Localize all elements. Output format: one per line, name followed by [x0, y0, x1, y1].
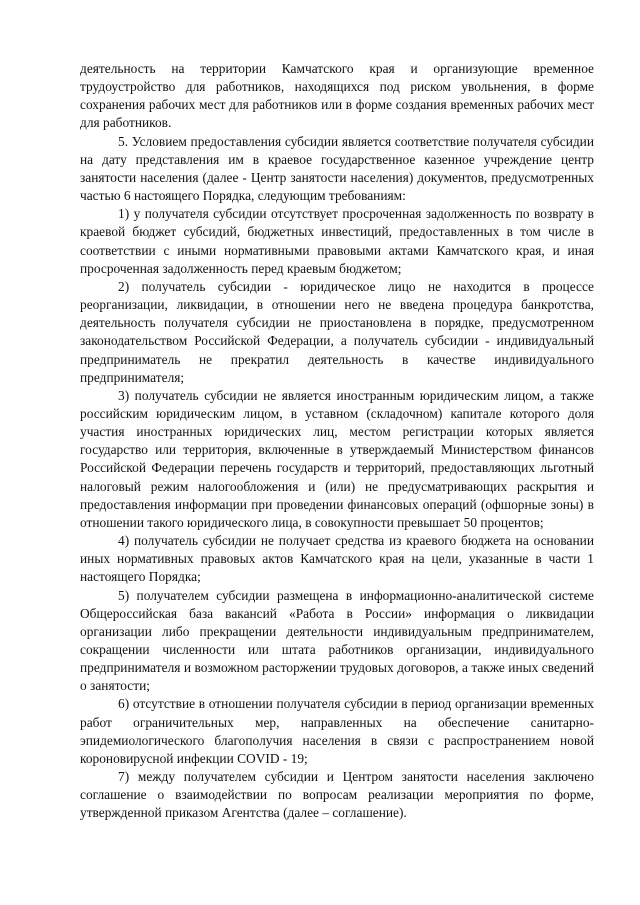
- paragraph-requirement-4: 4) получатель субсидии не получает средства из краевого бюджета на основании иных нормативных правовых актов Камчатского края на цели, указанные в части 1 настоящего Порядка;: [80, 533, 594, 585]
- paragraph-requirement-2: 2) получатель субсидии - юридическое лицо не находится в процессе реорганизации, ликвидации, в отношении него не введена процедура банкротства, деятельность получателя субсидии не приостановлена в порядке, предусмотренном законодательством Российской Федерации, а получатель субсидии - индивидуальный предприниматель не прекратил деятельность в качестве индивидуального предпринимателя;: [80, 278, 594, 385]
- paragraph-requirement-3: 3) получатель субсидии не является иностранным юридическим лицом, а также российским юридическим лицом, в уставном (складочном) капитале которого доля участия иностранных юридических лиц, местом регистрации которых является государство или территория, включенные в утверждаемый Министерством финансов Российской Федерации перечень государств и территорий, предоставляющих льготный налоговый режим налогообложения и (или) не предусматривающих раскрытия и предоставления информации при проведении финансовых операций (офшорные зоны) в отношении такого юридического лица, в совокупности превышает 50 процентов;: [80, 387, 594, 530]
- paragraph-requirement-7: 7) между получателем субсидии и Центром занятости населения заключено соглашение о взаимодействии по вопросам реализации мероприятия по форме, утвержденной приказом Агентства (далее – соглашение).: [80, 769, 594, 821]
- paragraph-requirement-1: 1) у получателя субсидии отсутствует просроченная задолженность по возврату в краевой бюджет субсидий, бюджетных инвестиций, предоставленных в том числе в соответствии с иными нормативными правовыми актами Камчатского края, и иная просроченная задолженность перед краевым бюджетом;: [80, 206, 594, 276]
- paragraph-continuation: деятельность на территории Камчатского края и организующие временное трудоустройство для работников, находящихся под риском увольнения, в форме сохранения рабочих мест для работников или в форме создания временных рабочих мест для работников.: [80, 61, 594, 131]
- document-page: [80, 60, 594, 823]
- paragraph-requirement-6: 6) отсутствие в отношении получателя субсидии в период организации временных работ ограничительных мер, направленных на обеспечение санитарно-эпидемиологического благополучия населения в связи с распространением новой короновирусной инфекции COVID - 19;: [80, 696, 594, 766]
- paragraph-requirement-5: 5) получателем субсидии размещена в информационно-аналитической системе Общероссийская база вакансий «Работа в России» информация о ликвидации организации либо прекращении деятельности индивидуальным предпринимателем, сокращении численности или штата работников организации, индивидуального предпринимателя и возможном расторжении трудовых договоров, а также иных сведений о занятости;: [80, 587, 594, 694]
- paragraph-item-5: 5. Условием предоставления субсидии является соответствие получателя субсидии на дату представления им в краевое государственное казенное учреждение центр занятости населения (далее - Центр занятости населения) документов, предусмотренных частью 6 настоящего Порядка, следующим требованиям:: [80, 133, 594, 204]
